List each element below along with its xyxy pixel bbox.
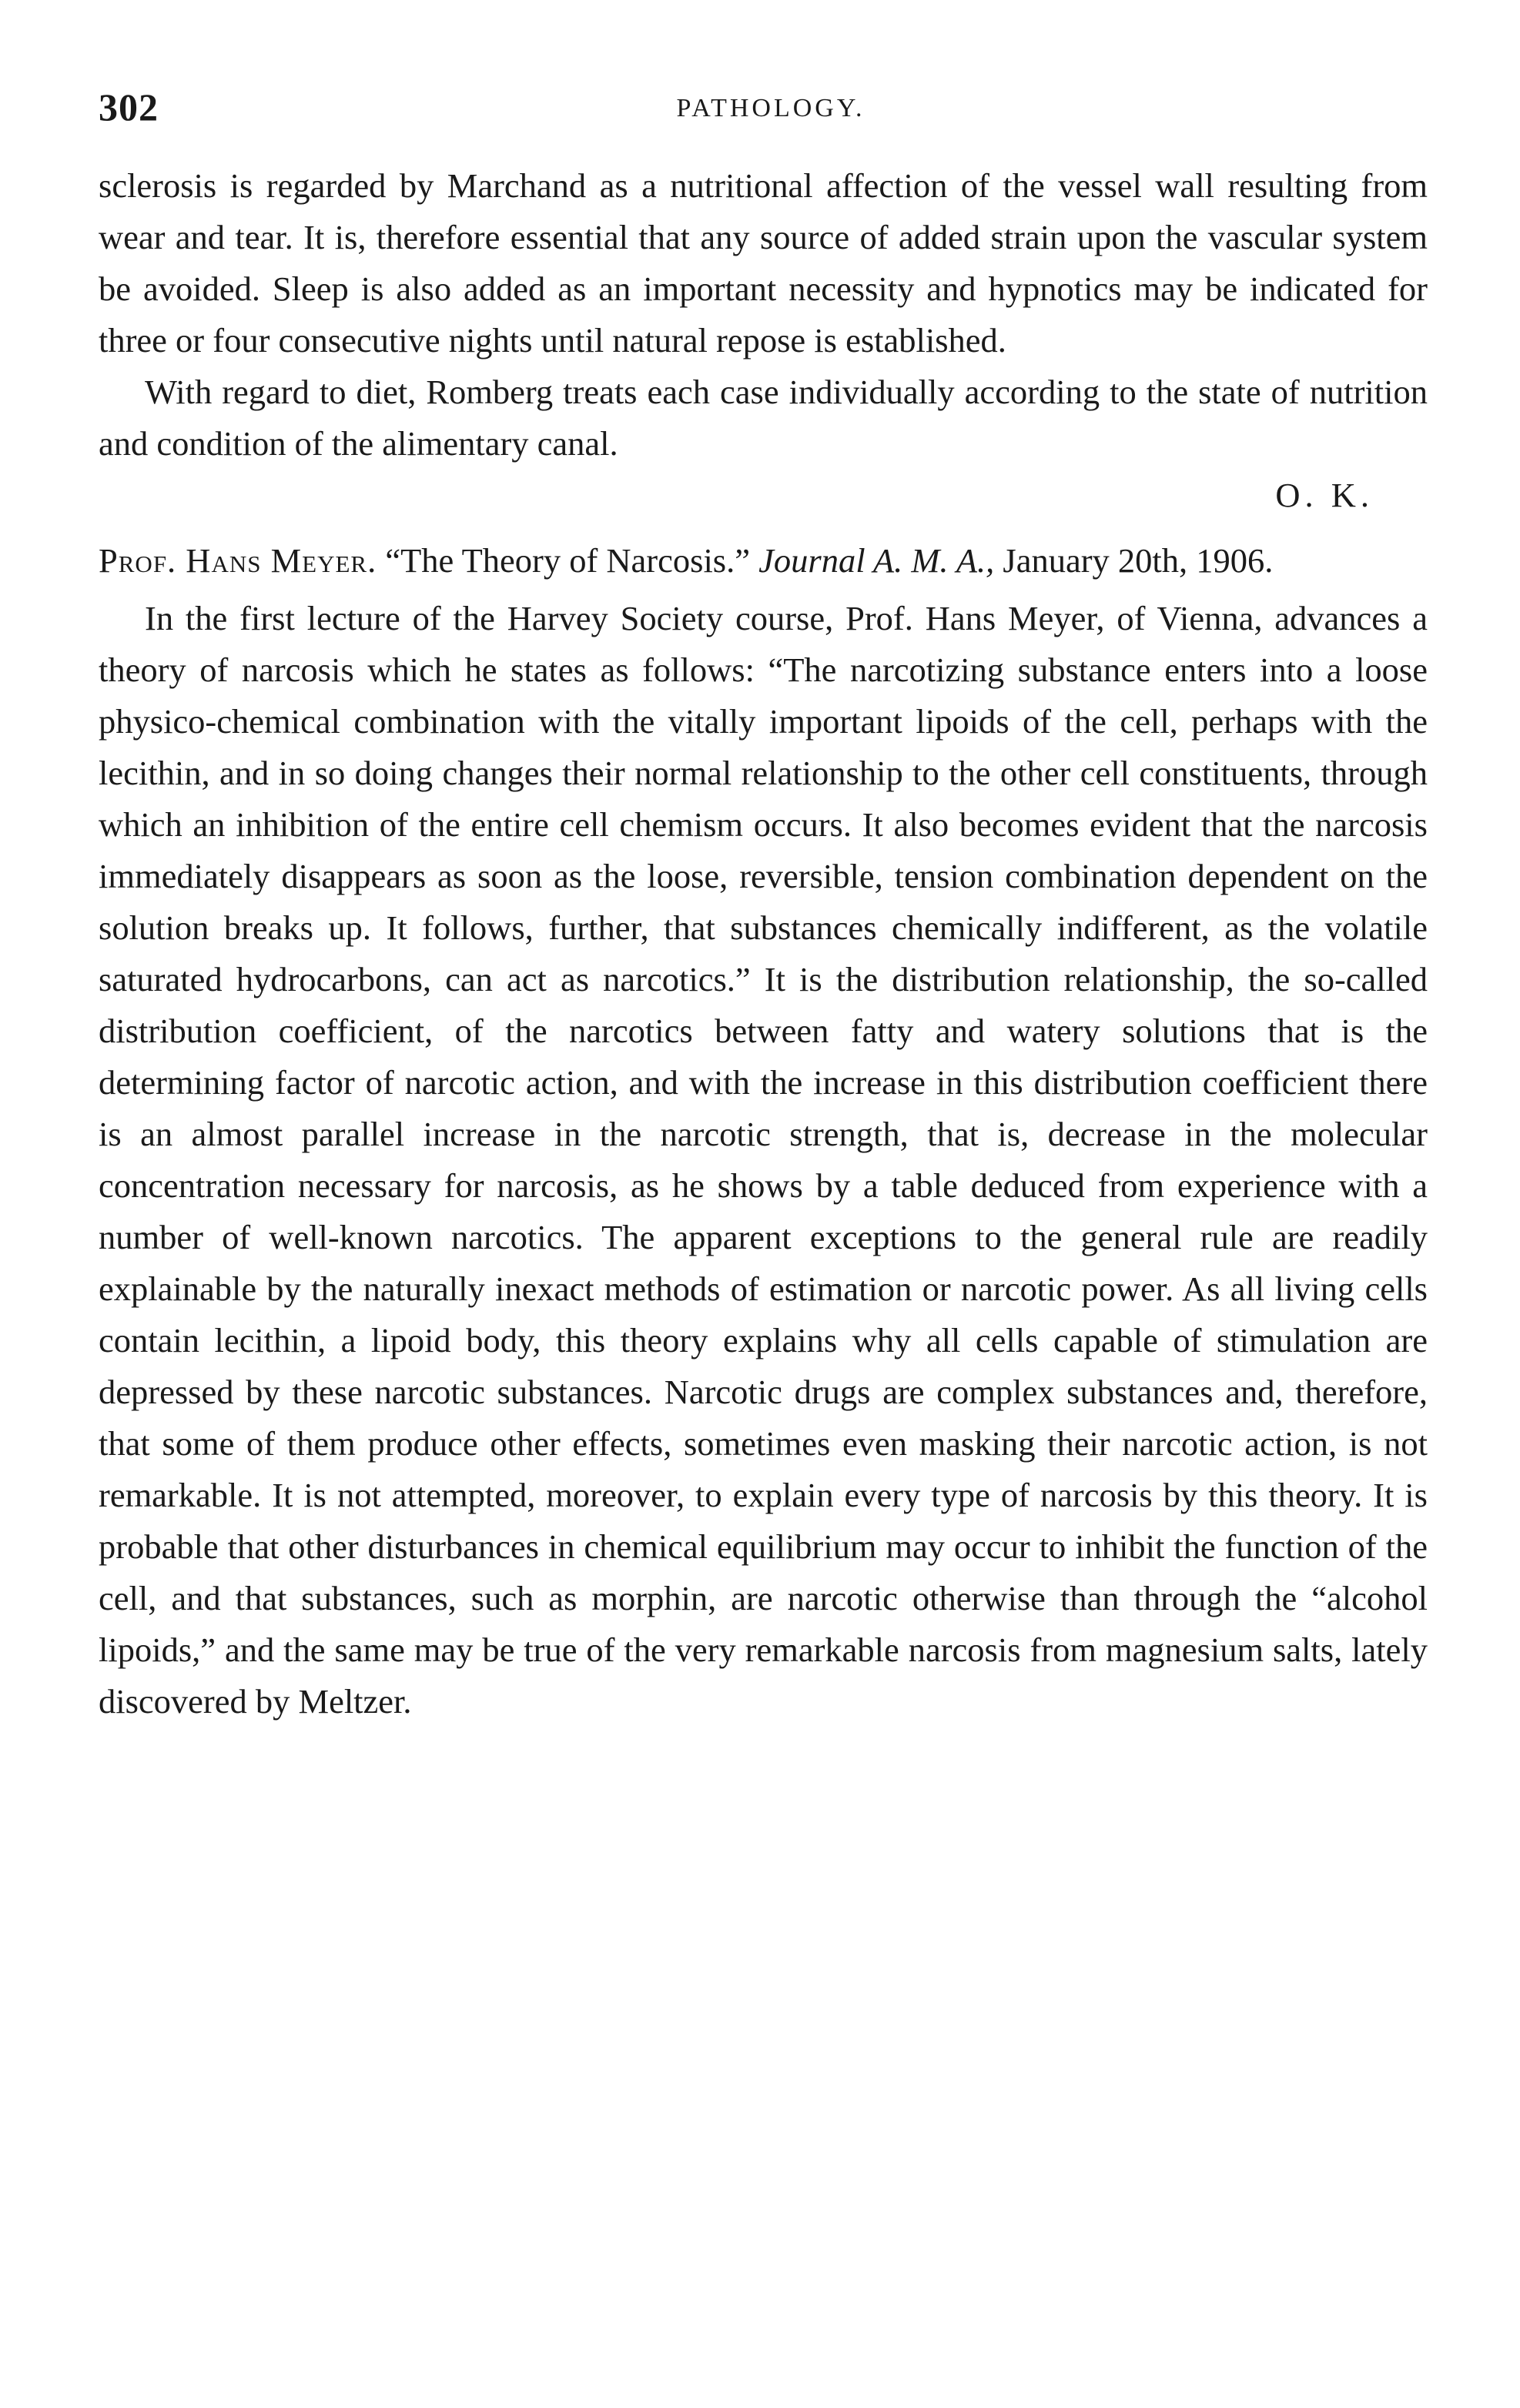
author-initials: O. K. [1275, 476, 1374, 514]
article-citation [99, 535, 1428, 587]
diet-paragraph: With regard to diet, Romberg treats each case individually according to the state of nutrition and condition of the alimentary canal. [99, 373, 1428, 463]
citation-author: Prof. Hans Meyer. [99, 541, 377, 580]
page-header [99, 85, 1428, 139]
continued-paragraph: sclerosis is regarded by Marchand as a nutritional affection of the vessel wall resulting from wear and tear. It is, therefore essential that any source of added strain upon the vascular system be avoided. Sleep is also added as an important necessity and hypnotics may be indicated for three or four consecutive nights until natural repose is established. [99, 166, 1428, 360]
citation-date: January 20th, 1906. [1003, 541, 1274, 580]
running-head: PATHOLOGY. [676, 94, 865, 122]
citation-title: “The Theory of Narcosis.” [385, 541, 751, 580]
page-number: 302 [99, 85, 159, 129]
citation-journal: Journal A. M. A., [758, 541, 995, 580]
spacer [99, 587, 1428, 593]
narcosis-paragraph: In the first lecture of the Harvey Society course, Prof. Hans Meyer, of Vienna, advances a theory of narcosis which he states as follows: “The narcotizing substance enters into a loose physico-chemical combination with the vitally important lipoids of the cell, perhaps with the lecithin, and in so doing changes their normal relationship to the other cell constituents, through which an inhibition of the entire cell chemism occurs. It also becomes evident that the narcosis immediately disappears as soon as the loose, reversible, tension combination dependent on the solution breaks up. It follows, further, that substances chemically indifferent, as the volatile saturated hydrocarbons, can act as narcotics.” It is the distribution relationship, the so-called distribution coefficient, of the narcotics between fatty and watery solutions that is the determining factor of narcotic action, and with the increase in this distribution coefficient there is an almost parallel increase in the narcotic strength, that is, decrease in the molecular concentration necessary for narcosis, as he shows by a table deduced from experience with a number of well-known narcotics. The apparent exceptions to the general rule are readily explainable by the naturally inexact methods of estimation or narcotic power. As all living cells contain lecithin, a lipoid body, this theory explains why all cells capable of stimulation are depressed by these narcotic substances. Narcotic drugs are complex substances and, therefore, that some of them produce other effects, sometimes even masking their narcotic action, is not remarkable. It is not attempted, moreover, to explain every type of narcosis by this theory. It is probable that other disturbances in chemical equilibrium may occur to inhibit the function of the cell, and that substances, such as morphin, are narcotic otherwise than through the “alcohol lipoids,” and the same may be true of the very remarkable narcosis from magnesium salts, lately discovered by Meltzer. [99, 599, 1428, 1721]
